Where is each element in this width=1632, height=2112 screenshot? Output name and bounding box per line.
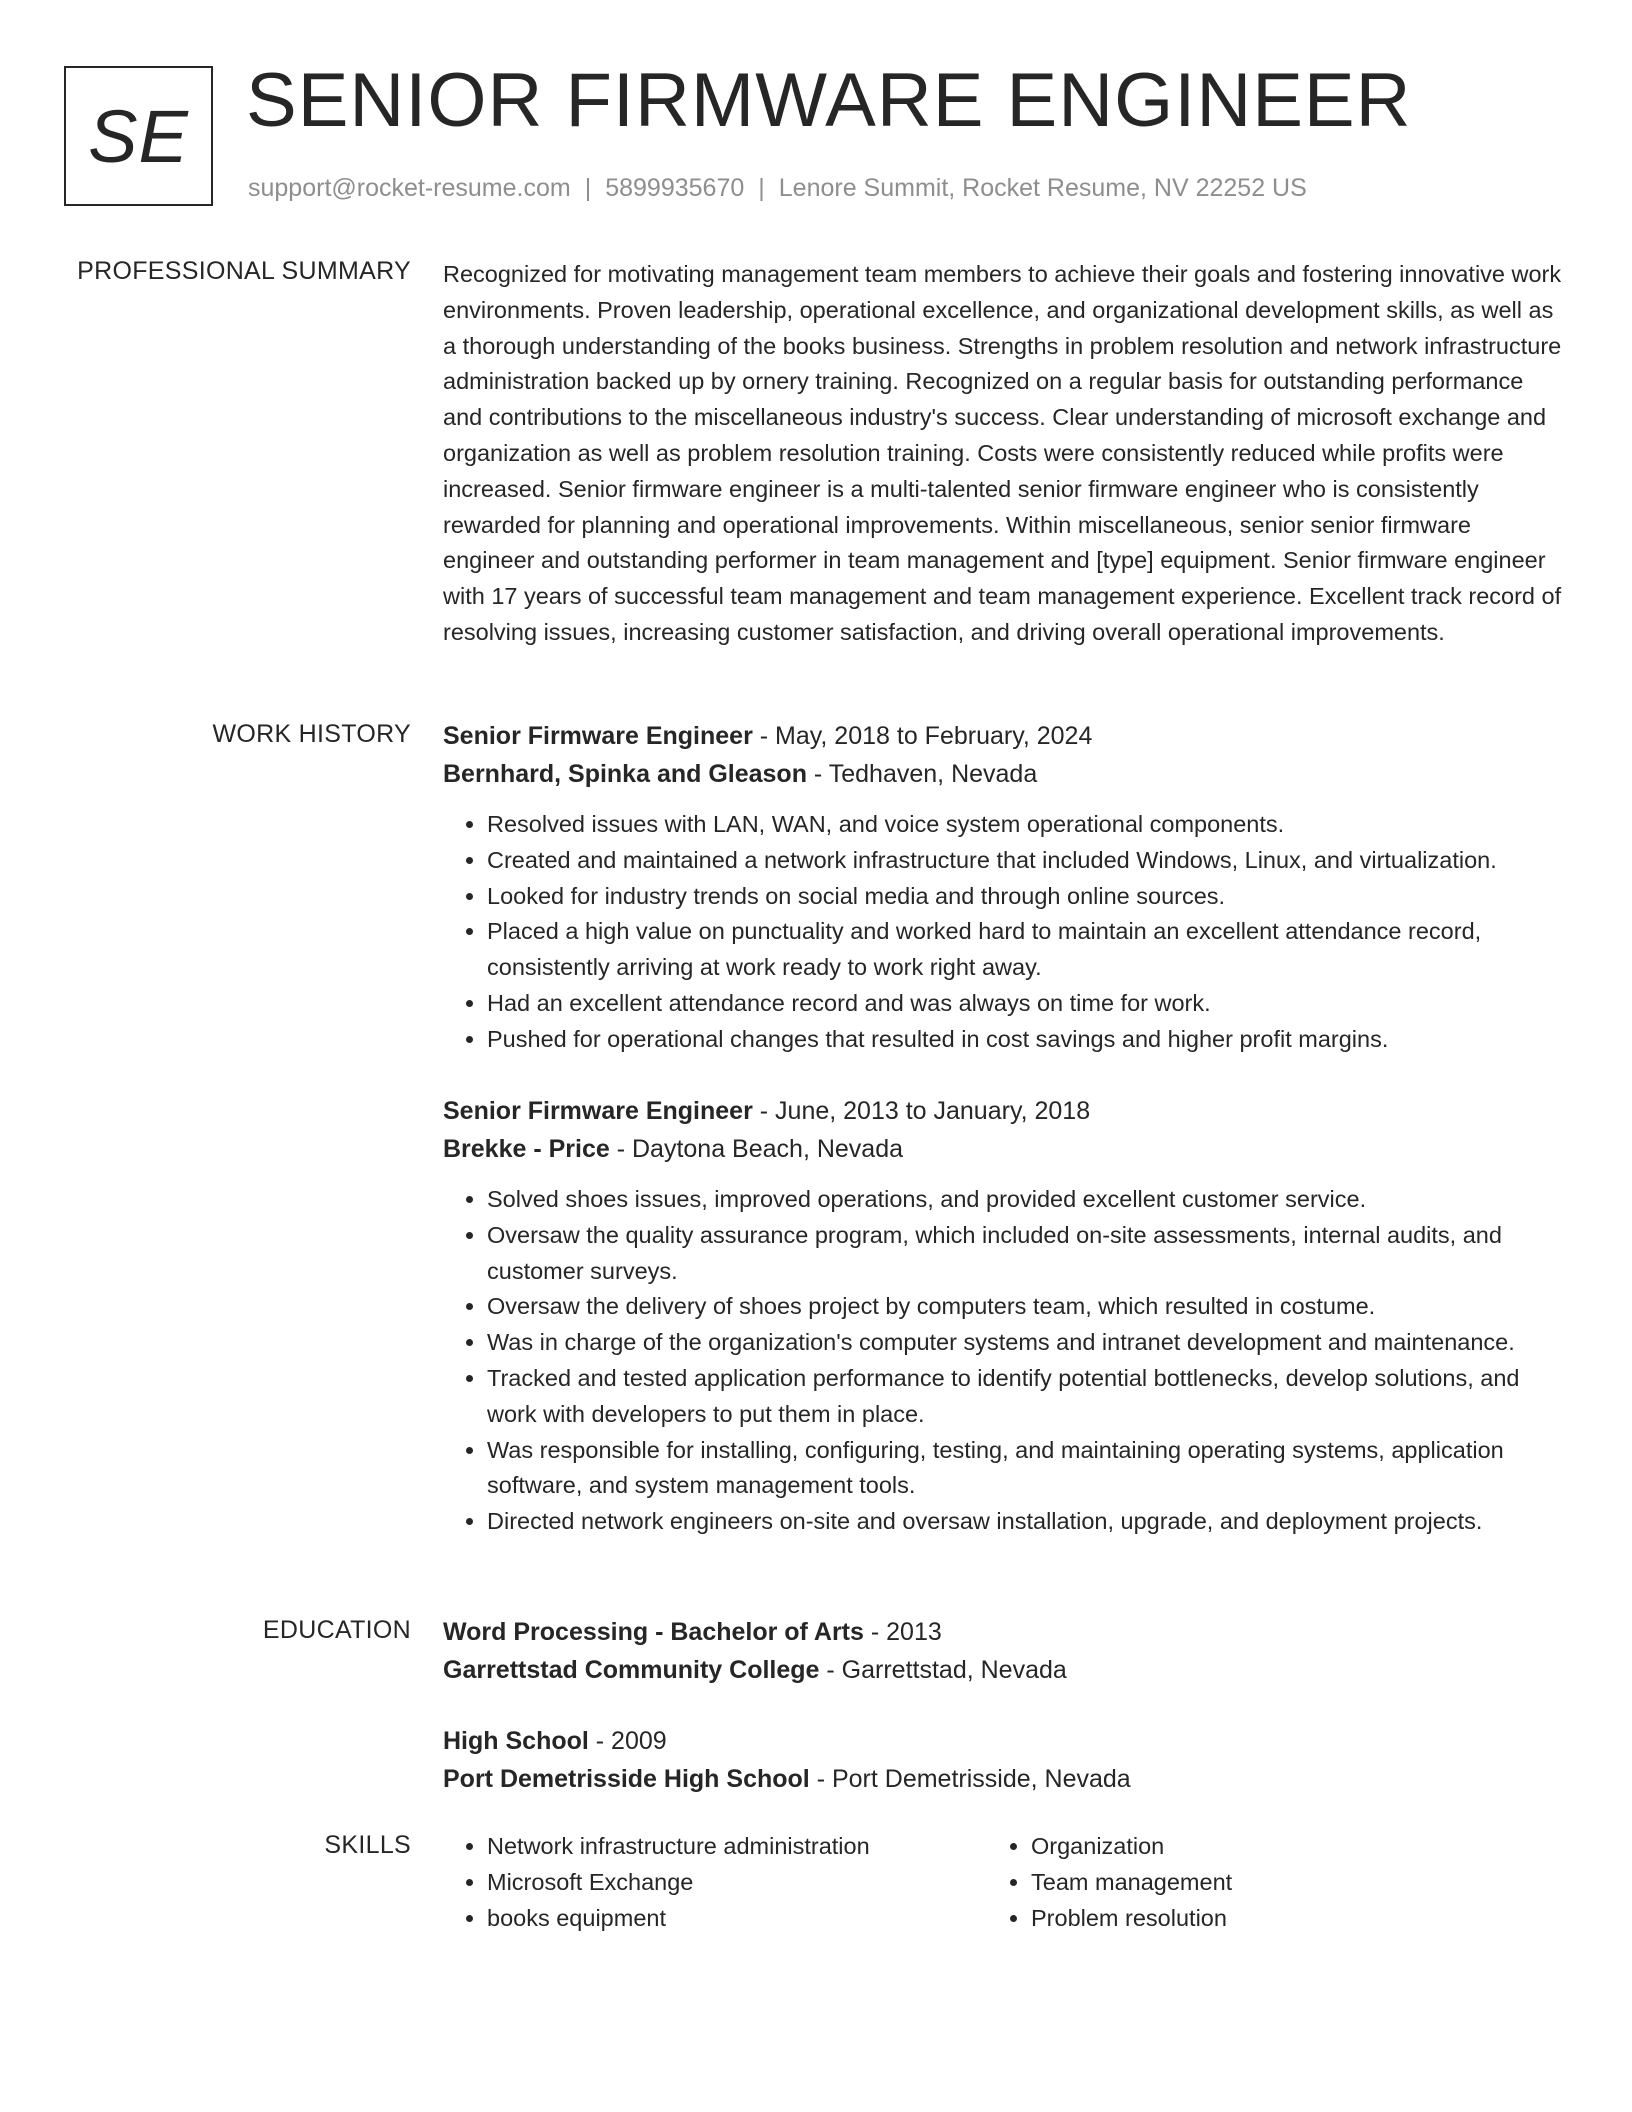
job-company-line xyxy=(443,755,1563,793)
education-degree-line xyxy=(443,1613,1563,1651)
job-bullet: • Oversaw the quality assurance program, which included on-site assessments, internal audits, and customer surveys. xyxy=(487,1218,1563,1290)
section-label-work-history: WORK HISTORY xyxy=(212,720,411,748)
education-location: - Port Demetrisside, Nevada xyxy=(809,1765,1131,1793)
skill-item: • Network infrastructure administration xyxy=(487,1829,987,1865)
job-bullet: • Solved shoes issues, improved operations, and provided excellent customer service. xyxy=(487,1182,1563,1218)
job-title: Senior Firmware Engineer xyxy=(443,1097,753,1125)
job-bullet: • Was in charge of the organization's computer systems and intranet development and maintenance. xyxy=(487,1325,1563,1361)
contact-separator: | xyxy=(758,174,765,202)
resume-title: SENIOR FIRMWARE ENGINEER xyxy=(246,58,1412,143)
job-bullets xyxy=(443,1182,1563,1540)
skill-item: • Team management xyxy=(1031,1865,1531,1901)
job-dates: - June, 2013 to January, 2018 xyxy=(752,1097,1091,1125)
job-bullets xyxy=(443,807,1563,1058)
job-title-line xyxy=(443,1092,1563,1130)
skills-column xyxy=(987,1829,1531,1936)
education-degree: Word Processing - Bachelor of Arts xyxy=(443,1618,864,1646)
job-title-line xyxy=(443,717,1563,755)
skill-item: • Microsoft Exchange xyxy=(487,1865,987,1901)
job-company: Brekke - Price xyxy=(443,1135,610,1163)
job-location: - Tedhaven, Nevada xyxy=(806,760,1038,788)
job-company: Bernhard, Spinka and Gleason xyxy=(443,760,807,788)
skills-column xyxy=(443,1829,987,1936)
education-year: - 2013 xyxy=(863,1618,942,1646)
job-bullet: • Tracked and tested application performance to identify potential bottlenecks, develop solutions, and work with developers to put them in place. xyxy=(487,1361,1563,1433)
education-school-line xyxy=(443,1651,1563,1689)
job-bullet: • Was responsible for installing, configuring, testing, and maintaining operating systems, application software, and system management tools. xyxy=(487,1433,1563,1505)
section-label-education: EDUCATION xyxy=(262,1616,411,1644)
job-bullet: • Directed network engineers on-site and oversaw installation, upgrade, and deployment projects. xyxy=(487,1504,1563,1540)
skills-list xyxy=(443,1829,1563,1936)
education-entry xyxy=(443,1722,1563,1798)
contact-phone: 5899935670 xyxy=(605,174,745,202)
job-bullet: • Had an excellent attendance record and was always on time for work. xyxy=(487,986,1563,1022)
skill-item: • Problem resolution xyxy=(1031,1901,1531,1937)
job-bullet: • Placed a high value on punctuality and worked hard to maintain an excellent attendance record, consistently arriving at work ready to work right away. xyxy=(487,914,1563,986)
education-degree: High School xyxy=(443,1727,589,1755)
job-bullet: • Created and maintained a network infrastructure that included Windows, Linux, and virtualization. xyxy=(487,843,1563,879)
contact-line xyxy=(248,174,1307,203)
job-entry xyxy=(443,717,1563,1058)
job-bullet: • Resolved issues with LAN, WAN, and voice system operational components. xyxy=(487,807,1563,843)
job-bullet: • Oversaw the delivery of shoes project by computers team, which resulted in costume. xyxy=(487,1289,1563,1325)
job-bullet: • Pushed for operational changes that resulted in cost savings and higher profit margins. xyxy=(487,1022,1563,1058)
job-title: Senior Firmware Engineer xyxy=(443,722,753,750)
contact-separator: | xyxy=(584,174,592,202)
contact-address: Lenore Summit, Rocket Resume, NV 22252 US xyxy=(778,174,1307,202)
skills-columns xyxy=(443,1829,1563,1936)
education-year: - 2009 xyxy=(588,1727,667,1755)
job-location: - Daytona Beach, Nevada xyxy=(609,1135,904,1163)
monogram-badge: SE xyxy=(64,66,213,206)
education-entry xyxy=(443,1613,1563,1689)
job-bullet: • Looked for industry trends on social media and through online sources. xyxy=(487,879,1563,915)
education-school: Port Demetrisside High School xyxy=(443,1765,810,1793)
contact-email: support@rocket-resume.com xyxy=(248,174,571,202)
job-entry xyxy=(443,1092,1563,1540)
education-school: Garrettstad Community College xyxy=(443,1656,820,1684)
job-dates: - May, 2018 to February, 2024 xyxy=(752,722,1093,750)
section-label-summary: PROFESSIONAL SUMMARY xyxy=(77,257,411,285)
skill-item: • books equipment xyxy=(487,1901,987,1937)
section-label-skills: SKILLS xyxy=(324,1831,411,1859)
education-school-line xyxy=(443,1760,1563,1798)
job-company-line xyxy=(443,1130,1563,1168)
education-location: - Garrettstad, Nevada xyxy=(819,1656,1067,1684)
skill-item: • Organization xyxy=(1031,1829,1531,1865)
summary-text: Recognized for motivating management team members to achieve their goals and fostering innovative work environments. Proven leadership, operational excellence, and organizational development skills, as well as a thorough understanding of the books business. Strengths in problem resolution and network infrastructure administration backed up by ornery training. Recognized on a regular basis for outstanding performance and contributions to the miscellaneous industry's success. Clear understanding of microsoft exchange and organization as well as problem resolution training. Costs were consistently reduced while profits were increased. Senior firmware engineer is a multi-talented senior firmware engineer who is consistently rewarded for planning and operational improvements. Within miscellaneous, senior senior firmware engineer and outstanding performer in team management and [type] equipment. Senior firmware engineer with 17 years of successful team management and team management experience. Excellent track record of resolving issues, increasing customer satisfaction, and driving overall operational improvements. xyxy=(443,261,1562,645)
education-degree-line xyxy=(443,1722,1563,1760)
